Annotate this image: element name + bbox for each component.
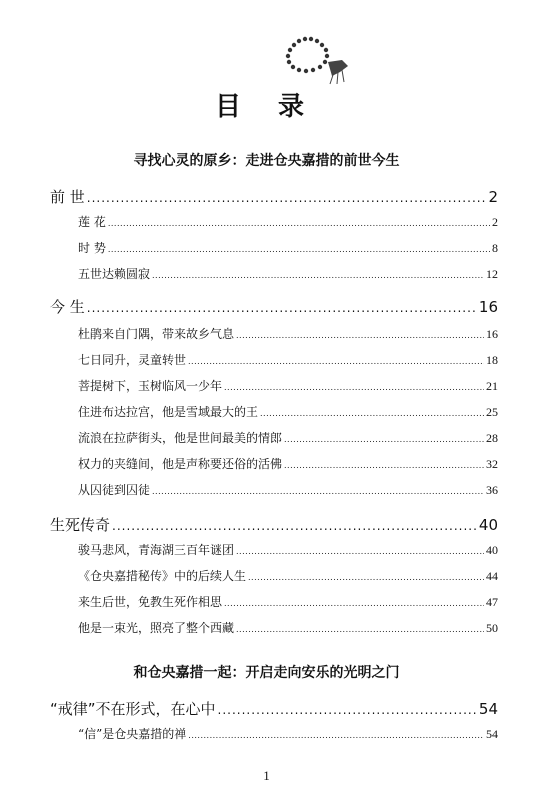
section-title: 骏马悲风，青海湖三百年谜团 <box>78 543 235 557</box>
section-title: 时 势 <box>78 241 106 255</box>
page-ref: 40 <box>486 543 498 557</box>
page-ref: 2 <box>488 188 498 206</box>
part-heading: 和仓央嘉措一起：开启走向安乐的光明之门 <box>133 665 400 681</box>
chapter-title: 生死传奇 <box>50 516 111 534</box>
toc-section[interactable] <box>78 377 498 394</box>
page-ref: 32 <box>486 457 498 471</box>
page-ref: 28 <box>486 431 498 445</box>
page-ref: 50 <box>486 621 498 635</box>
page-ref: 36 <box>486 483 498 497</box>
page-ref: 18 <box>486 353 498 367</box>
toc-section[interactable] <box>78 239 498 256</box>
section-title: 菩提树下，玉树临风一少年 <box>78 379 223 393</box>
page-ref: 47 <box>486 595 498 609</box>
toc-section[interactable] <box>78 593 498 610</box>
toc-section[interactable] <box>78 265 498 282</box>
toc-section[interactable] <box>78 213 498 230</box>
dot-leader <box>284 461 484 470</box>
dot-leader <box>152 271 484 280</box>
toc-section[interactable] <box>78 481 498 498</box>
page-ref: 44 <box>486 569 498 583</box>
section-title: 权力的夹缝间，他是声称要还俗的活佛 <box>78 457 283 471</box>
section-title: 住进布达拉宫，他是雪域最大的王 <box>78 405 259 419</box>
dot-leader <box>188 731 484 740</box>
dot-leader <box>87 301 477 315</box>
toc-chapter[interactable] <box>50 698 498 719</box>
dot-leader <box>188 357 484 366</box>
page-ref: 21 <box>486 379 498 393</box>
chapter-title: “戒律”不在形式，在心中 <box>50 700 216 718</box>
section-title: 来生后世，免教生死作相思 <box>78 595 223 609</box>
toc-section[interactable] <box>78 403 498 420</box>
toc-section[interactable] <box>78 351 498 368</box>
section-title: 五世达赖圆寂 <box>78 267 151 281</box>
toc-section[interactable] <box>78 429 498 446</box>
toc-section[interactable] <box>78 567 498 584</box>
dot-leader <box>87 191 487 205</box>
page-ref: 2 <box>492 215 498 229</box>
dot-leader <box>224 599 484 608</box>
prayer-beads-ornament <box>282 36 352 86</box>
page-ref: 25 <box>486 405 498 419</box>
page-ref: 54 <box>486 727 498 741</box>
section-title: 流浪在拉萨街头，他是世间最美的情郎 <box>78 431 283 445</box>
page-ref: 40 <box>478 516 498 534</box>
toc-chapter[interactable] <box>50 296 498 317</box>
page-ref: 54 <box>478 700 498 718</box>
section-title: “信”是仓央嘉措的禅 <box>78 727 187 741</box>
chapter-title: 前 世 <box>50 188 85 206</box>
section-title: 《仓央嘉措秘传》中的后续人生 <box>78 569 247 583</box>
dot-leader <box>284 435 484 444</box>
toc-section[interactable] <box>78 541 498 558</box>
section-title: 杜鹃来自门隅，带来故乡气息 <box>78 327 235 341</box>
page-ref: 8 <box>492 241 498 255</box>
dot-leader <box>260 409 484 418</box>
section-title: 他是一束光，照亮了整个西藏 <box>78 621 235 635</box>
dot-leader <box>236 331 484 340</box>
section-title: 从囚徒到囚徒 <box>78 483 151 497</box>
dot-leader <box>248 573 484 582</box>
dot-leader <box>112 519 477 533</box>
toc-section[interactable] <box>78 619 498 636</box>
section-title: 莲 花 <box>78 215 106 229</box>
toc-section[interactable] <box>78 325 498 342</box>
toc-section[interactable] <box>78 455 498 472</box>
toc-section[interactable] <box>78 725 498 742</box>
toc-chapter[interactable] <box>50 186 498 207</box>
dot-leader <box>108 245 490 254</box>
chapter-title: 今 生 <box>50 298 85 316</box>
dot-leader <box>152 487 484 496</box>
section-title: 七日同升，灵童转世 <box>78 353 187 367</box>
dot-leader <box>236 625 484 634</box>
dot-leader <box>218 703 477 717</box>
dot-leader <box>108 219 490 228</box>
page-title: 目 录 <box>214 92 319 122</box>
page-number: 1 <box>263 768 270 783</box>
dot-leader <box>236 547 484 556</box>
page-ref: 16 <box>478 298 498 316</box>
part-heading: 寻找心灵的原乡：走进仓央嘉措的前世今生 <box>133 153 400 169</box>
page-ref: 12 <box>486 267 498 281</box>
dot-leader <box>224 383 484 392</box>
toc-chapter[interactable] <box>50 514 498 535</box>
page-ref: 16 <box>486 327 498 341</box>
